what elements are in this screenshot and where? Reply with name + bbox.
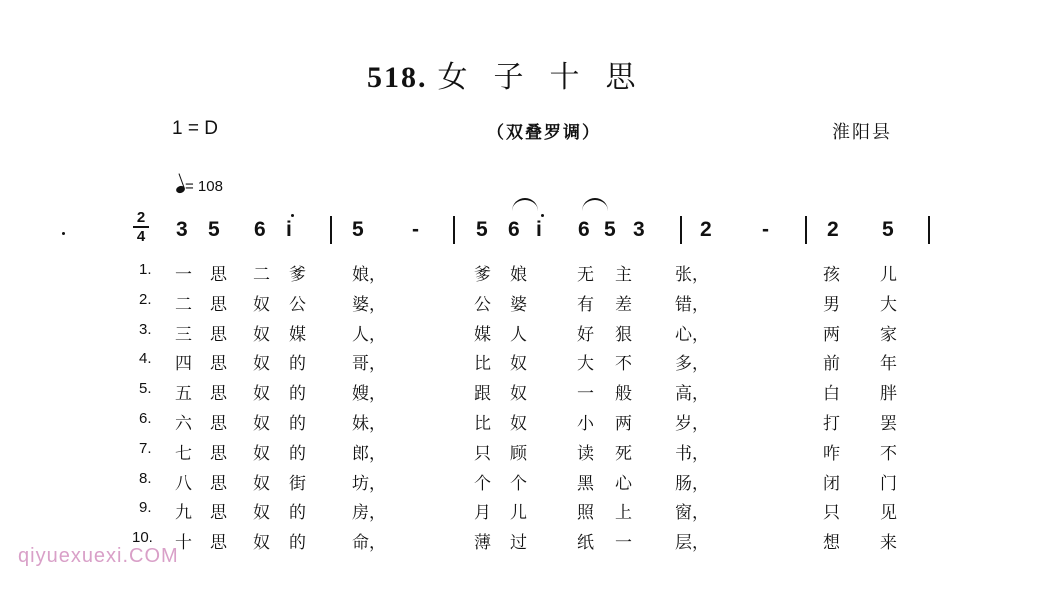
lyric-word: 个 bbox=[510, 473, 527, 494]
lyric-word: 狠 bbox=[615, 324, 632, 345]
lyric-word: 岁， bbox=[675, 414, 709, 434]
lyric-word: 大 bbox=[880, 294, 897, 315]
lyric-word: 思 bbox=[210, 324, 227, 345]
lyric-word: 奴 bbox=[253, 503, 270, 524]
lyric-word: 般 bbox=[615, 384, 632, 405]
lyric-word: 上 bbox=[615, 503, 632, 524]
lyric-word: 的 bbox=[289, 414, 306, 434]
barline-2 bbox=[680, 216, 682, 244]
note-1: 5 bbox=[208, 218, 220, 241]
time-signature-top: 2 bbox=[136, 209, 146, 226]
lyric-word: 人 bbox=[510, 324, 527, 345]
lyric-word: 咋 bbox=[823, 443, 840, 464]
lyric-word: 顾 bbox=[510, 443, 527, 464]
lyric-word: 肠， bbox=[675, 473, 709, 494]
note-7: 6 bbox=[508, 218, 520, 241]
lyric-word: 七 bbox=[175, 443, 192, 464]
lyric-word: 想 bbox=[823, 533, 840, 554]
lyric-word: 窗， bbox=[675, 503, 709, 524]
note-13: - bbox=[762, 218, 769, 241]
lyric-word: 多， bbox=[675, 354, 709, 375]
lyric-word: 爹 bbox=[474, 265, 491, 285]
lyric-word: 年 bbox=[880, 354, 897, 375]
lyric-word: 无 bbox=[577, 265, 594, 285]
lyric-word: 见 bbox=[880, 503, 897, 524]
lyric-word: 公 bbox=[289, 294, 306, 315]
verse-number: 9. bbox=[139, 499, 152, 517]
lyric-word: 胖 bbox=[880, 384, 897, 405]
note-14: 2 bbox=[827, 218, 839, 241]
lyric-word: 男 bbox=[823, 294, 840, 315]
note-2: 6 bbox=[254, 218, 266, 241]
lyric-word: 街 bbox=[289, 473, 306, 494]
lyric-word: 白 bbox=[823, 384, 840, 405]
lyric-word: 好 bbox=[577, 324, 594, 345]
lyric-word: 四 bbox=[175, 354, 192, 375]
lyric-word: 的 bbox=[289, 503, 306, 524]
tempo-marking bbox=[176, 178, 223, 195]
lyric-word: 差 bbox=[615, 294, 632, 315]
lyric-word: 家 bbox=[880, 324, 897, 345]
lyric-word: 人， bbox=[352, 324, 386, 345]
slur-1 bbox=[582, 198, 608, 212]
lyric-word: 娘 bbox=[510, 265, 527, 285]
note-3: i bbox=[286, 218, 292, 241]
lyric-word: 大 bbox=[577, 354, 594, 375]
lyric-word: 一 bbox=[615, 533, 632, 554]
lyric-word: 思 bbox=[210, 443, 227, 464]
lyric-word: 黑 bbox=[577, 473, 594, 494]
lyric-word: 一 bbox=[577, 384, 594, 405]
lyric-word: 小 bbox=[577, 414, 594, 434]
barline-4 bbox=[928, 216, 930, 244]
lyric-word: 思 bbox=[210, 354, 227, 375]
lyric-word: 月 bbox=[474, 503, 491, 524]
verse-number: 2. bbox=[139, 290, 152, 308]
time-signature bbox=[133, 210, 149, 244]
lyric-word: 儿 bbox=[880, 265, 897, 285]
lyric-word: 娘， bbox=[352, 265, 386, 285]
lyric-word: 读 bbox=[577, 443, 594, 464]
lyric-word: 思 bbox=[210, 384, 227, 405]
lyric-word: 孩 bbox=[823, 265, 840, 285]
lyric-word: 思 bbox=[210, 533, 227, 554]
verse-number: 10. bbox=[132, 529, 153, 547]
lyric-word: 命， bbox=[352, 533, 386, 554]
lyric-word: 思 bbox=[210, 414, 227, 434]
song-name: 女子十思 bbox=[437, 60, 662, 95]
lyric-word: 不 bbox=[615, 354, 632, 375]
lyric-word: 二 bbox=[253, 265, 270, 285]
note-9: 6 bbox=[578, 218, 590, 241]
lyric-word: 的 bbox=[289, 533, 306, 554]
lyric-word: 两 bbox=[615, 414, 632, 434]
lyric-word: 妹， bbox=[352, 414, 386, 434]
lyric-word: 比 bbox=[474, 354, 491, 375]
lyric-word: 来 bbox=[880, 533, 897, 554]
lyric-word: 婆 bbox=[510, 294, 527, 315]
verse-number: 8. bbox=[139, 469, 152, 487]
lyric-word: 奴 bbox=[253, 443, 270, 464]
lyric-word: 只 bbox=[823, 503, 840, 524]
lyric-word: 心 bbox=[615, 473, 632, 494]
lyric-word: 思 bbox=[210, 265, 227, 285]
lyric-word: 爹 bbox=[289, 265, 306, 285]
lyric-word: 二 bbox=[175, 294, 192, 315]
octave-dot-1 bbox=[541, 214, 544, 217]
lyric-word: 坊， bbox=[352, 473, 386, 494]
lyric-word: 过 bbox=[510, 533, 527, 554]
verse-number: 5. bbox=[139, 380, 152, 398]
lyric-word: 郎， bbox=[352, 443, 386, 464]
note-0: 3 bbox=[176, 218, 188, 241]
lyric-word: 五 bbox=[175, 384, 192, 405]
lyric-word: 书， bbox=[675, 443, 709, 464]
lyric-word: 跟 bbox=[474, 384, 491, 405]
verse-number: 7. bbox=[139, 439, 152, 457]
lyric-word: 个 bbox=[474, 473, 491, 494]
note-12: 2 bbox=[700, 218, 712, 241]
lyric-word: 的 bbox=[289, 354, 306, 375]
lyric-word: 只 bbox=[474, 443, 491, 464]
barline-3 bbox=[805, 216, 807, 244]
lyric-word: 层， bbox=[675, 533, 709, 554]
verse-number: 6. bbox=[139, 410, 152, 427]
lyric-word: 八 bbox=[175, 473, 192, 494]
barline-1 bbox=[453, 216, 455, 244]
lyric-word: 比 bbox=[474, 414, 491, 434]
lyric-word: 嫂， bbox=[352, 384, 386, 405]
song-number: 518. bbox=[367, 61, 428, 94]
lyric-word: 闭 bbox=[823, 473, 840, 494]
lyric-word: 有 bbox=[577, 294, 594, 315]
lyric-word: 媒 bbox=[474, 324, 491, 345]
verse-number: 1. bbox=[139, 261, 152, 278]
lyric-word: 哥， bbox=[352, 354, 386, 375]
lyric-word: 奴 bbox=[253, 473, 270, 494]
note-8: i bbox=[536, 218, 542, 241]
lyric-word: 思 bbox=[210, 503, 227, 524]
note-5: - bbox=[412, 218, 419, 241]
lyric-word: 奴 bbox=[253, 324, 270, 345]
lyric-word: 照 bbox=[577, 503, 594, 524]
note-10: 5 bbox=[604, 218, 616, 241]
lyric-word: 奴 bbox=[253, 294, 270, 315]
lyric-word: 奴 bbox=[253, 414, 270, 434]
lyric-word: 奴 bbox=[253, 384, 270, 405]
note-15: 5 bbox=[882, 218, 894, 241]
lyric-word: 媒 bbox=[289, 324, 306, 345]
octave-dot-0 bbox=[291, 214, 294, 217]
lyric-word: 张， bbox=[675, 265, 709, 285]
lyric-word: 打 bbox=[823, 414, 840, 434]
lyric-word: 高， bbox=[675, 384, 709, 405]
margin-dot bbox=[62, 232, 65, 235]
lyric-word: 九 bbox=[175, 503, 192, 524]
key-signature: 1 = D bbox=[172, 118, 218, 139]
lyric-word: 思 bbox=[210, 473, 227, 494]
slur-0 bbox=[512, 198, 538, 212]
lyric-word: 婆， bbox=[352, 294, 386, 315]
lyric-word: 思 bbox=[210, 294, 227, 315]
site-watermark: qiyuexuexi.COM bbox=[18, 545, 179, 567]
lyric-word: 奴 bbox=[253, 354, 270, 375]
lyric-word: 的 bbox=[289, 443, 306, 464]
note-11: 3 bbox=[633, 218, 645, 241]
tune-name: （双叠罗调） bbox=[487, 123, 601, 143]
lyric-word: 主 bbox=[615, 265, 632, 285]
lyric-word: 公 bbox=[474, 294, 491, 315]
lyric-word: 奴 bbox=[510, 414, 527, 434]
lyric-word: 错， bbox=[675, 294, 709, 315]
lyric-word: 门 bbox=[880, 473, 897, 494]
lyric-word: 儿 bbox=[510, 503, 527, 524]
lyric-word: 六 bbox=[175, 414, 192, 434]
region-label: 淮阳县 bbox=[832, 122, 892, 143]
lyric-word: 房， bbox=[352, 503, 386, 524]
note-6: 5 bbox=[476, 218, 488, 241]
lyric-word: 死 bbox=[615, 443, 632, 464]
lyric-word: 奴 bbox=[510, 354, 527, 375]
lyric-word: 前 bbox=[823, 354, 840, 375]
lyric-word: 三 bbox=[175, 324, 192, 345]
barline-0 bbox=[330, 216, 332, 244]
song-title bbox=[367, 52, 662, 96]
tempo-value: = 108 bbox=[185, 178, 223, 195]
lyric-word: 两 bbox=[823, 324, 840, 345]
time-signature-bottom: 4 bbox=[136, 228, 146, 245]
verse-number: 4. bbox=[139, 350, 152, 368]
note-4: 5 bbox=[352, 218, 364, 241]
lyric-word: 纸 bbox=[577, 533, 594, 554]
lyric-word: 薄 bbox=[474, 533, 491, 554]
lyric-word: 十 bbox=[175, 533, 192, 554]
lyric-word: 心， bbox=[675, 324, 709, 345]
lyric-word: 罢 bbox=[880, 414, 897, 434]
lyric-word: 一 bbox=[175, 265, 192, 285]
lyric-word: 不 bbox=[880, 443, 897, 464]
lyric-word: 奴 bbox=[253, 533, 270, 554]
verse-number: 3. bbox=[139, 320, 152, 338]
lyric-word: 的 bbox=[289, 384, 306, 405]
lyric-word: 奴 bbox=[510, 384, 527, 405]
